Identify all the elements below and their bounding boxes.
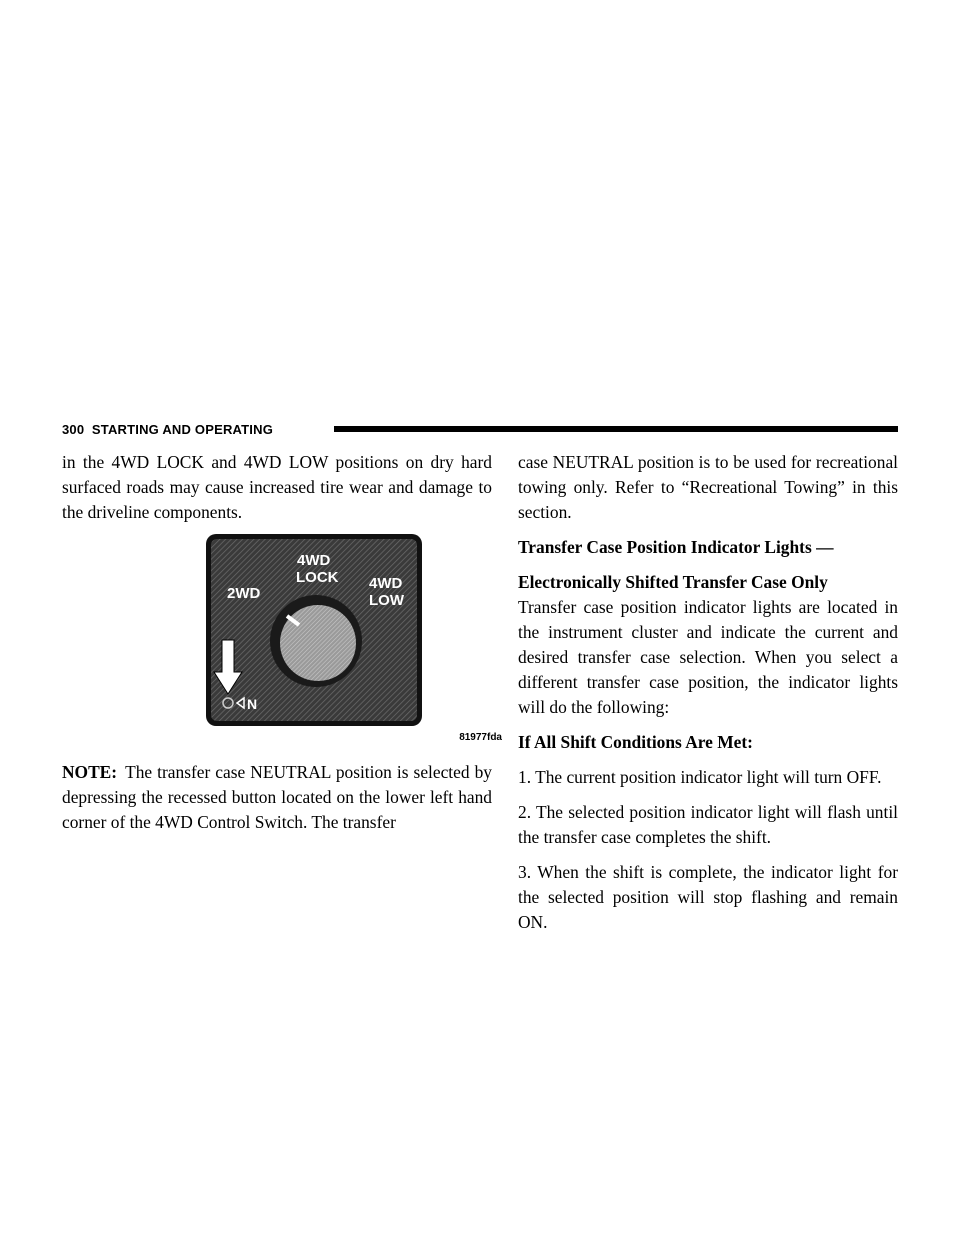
- label-4wd-lock-1: 4WD: [297, 552, 331, 569]
- step-item: 1. The current position indicator light will turn OFF.: [518, 767, 882, 787]
- figure-caption: 81977fda: [459, 732, 502, 743]
- control-switch-illustration: [204, 532, 424, 728]
- note-label: NOTE:: [62, 762, 118, 782]
- selector-knob[interactable]: [280, 605, 356, 681]
- continuation-paragraph: case NEUTRAL position is to be used for recreational towing only. Refer to “Recreational Towing” in this section.: [518, 452, 898, 522]
- page-number: 300: [62, 422, 85, 437]
- body-paragraph: Transfer case position indicator lights are located in the instrument cluster and indicate the current and desired transfer case selection. When you select a different transfer case position, the indicator lights will do the following:: [518, 597, 898, 717]
- section-title: STARTING AND OPERATING: [91, 422, 274, 437]
- section-heading-line-2: Electronically Shifted Transfer Case Only: [518, 572, 828, 592]
- left-column: [62, 450, 502, 845]
- note-paragraph: [62, 760, 492, 835]
- label-neutral: N: [247, 696, 258, 712]
- note-text: The transfer case NEUTRAL position is selected by depressing the recessed button located on the lower left hand corner of the 4WD Control Switch. The transfer: [62, 762, 492, 832]
- control-switch-figure: [204, 532, 502, 743]
- label-4wd-low-1: 4WD: [369, 575, 403, 592]
- subheading: If All Shift Conditions Are Met:: [518, 732, 753, 752]
- header-rule: [334, 426, 898, 432]
- right-column: [518, 450, 898, 945]
- page-header: [62, 420, 898, 440]
- step-item: 2. The selected position indicator light will flash until the transfer case completes the shift.: [518, 802, 898, 847]
- section-heading-line-1: Transfer Case Position Indicator Lights —: [518, 537, 834, 557]
- header-text: [62, 422, 273, 437]
- label-2wd: 2WD: [227, 585, 261, 602]
- label-4wd-low-2: LOW: [369, 592, 404, 609]
- label-4wd-lock-2: LOCK: [296, 569, 339, 586]
- step-item: 3. When the shift is complete, the indicator light for the selected position will stop flashing and remain ON.: [518, 862, 898, 932]
- intro-paragraph: in the 4WD LOCK and 4WD LOW positions on dry hard surfaced roads may cause increased tire wear and damage to the driveline components.: [62, 452, 492, 522]
